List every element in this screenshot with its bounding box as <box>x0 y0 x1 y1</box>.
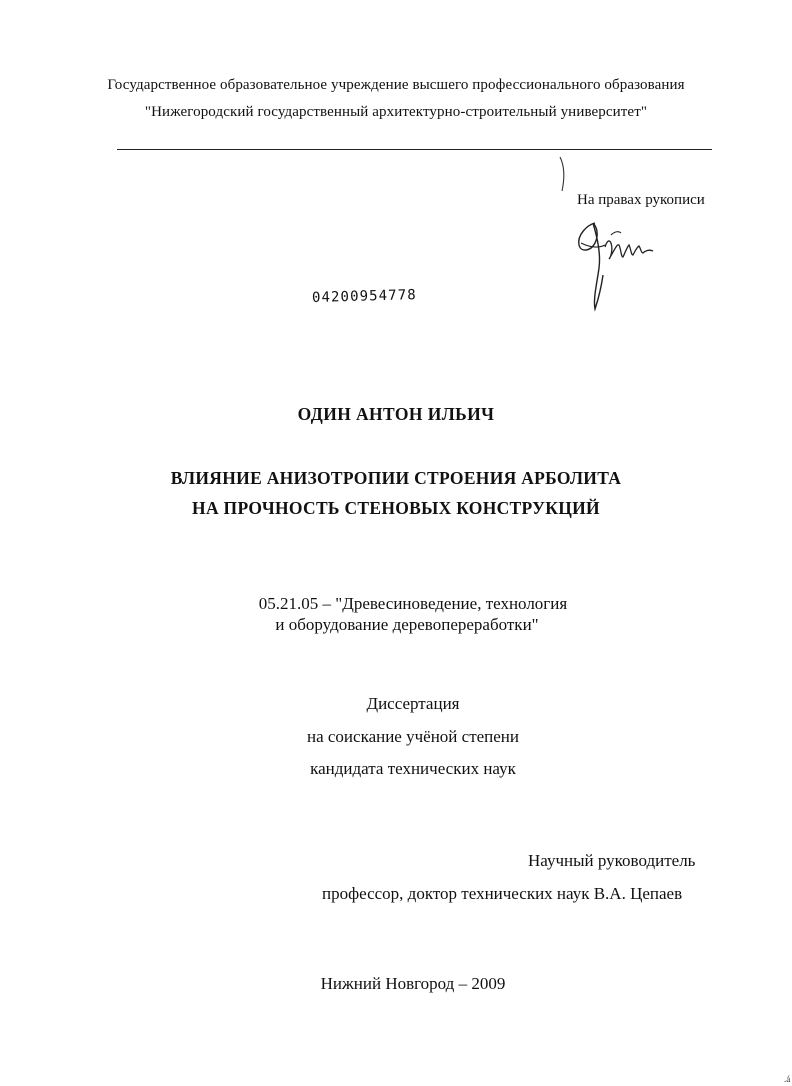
supervisor-name: профессор, доктор технических наук В.А. Цепаев <box>322 884 683 903</box>
degree-name: кандидата технических наук <box>310 759 516 778</box>
university-name: "Нижегородский государственный архитектурно-строительный университет" <box>144 104 648 120</box>
archive-code: 04200954778 <box>311 287 418 306</box>
supervisor-label: Научный руководитель <box>528 851 696 870</box>
institution-name: Государственное образовательное учреждение высшего профессионального образования <box>107 77 685 93</box>
dissertation-title-line-1: ВЛИЯНИЕ АНИЗОТРОПИИ СТРОЕНИЯ АРБОЛИТА <box>170 468 622 488</box>
work-type: Диссертация <box>366 694 460 713</box>
dissertation-title-line-2: НА ПРОЧНОСТЬ СТЕНОВЫХ КОНСТРУКЦИЙ <box>192 498 600 518</box>
city-year: Нижний Новгород – 2009 <box>320 974 506 993</box>
author-name: ОДИН АНТОН ИЛЬИЧ <box>297 404 495 424</box>
specialty-line-1: 05.21.05 – "Древесиноведение, технология <box>258 594 568 613</box>
specialty-line-2: и оборудование деревопереработки" <box>275 615 539 634</box>
degree-purpose: на соискание учёной степени <box>306 727 520 746</box>
corner-scan-mark: .á <box>784 1074 791 1084</box>
header-divider <box>117 149 712 150</box>
pen-stroke-mark <box>557 155 569 195</box>
manuscript-rights-note: На правах рукописи <box>577 192 705 208</box>
author-signature <box>567 213 677 315</box>
